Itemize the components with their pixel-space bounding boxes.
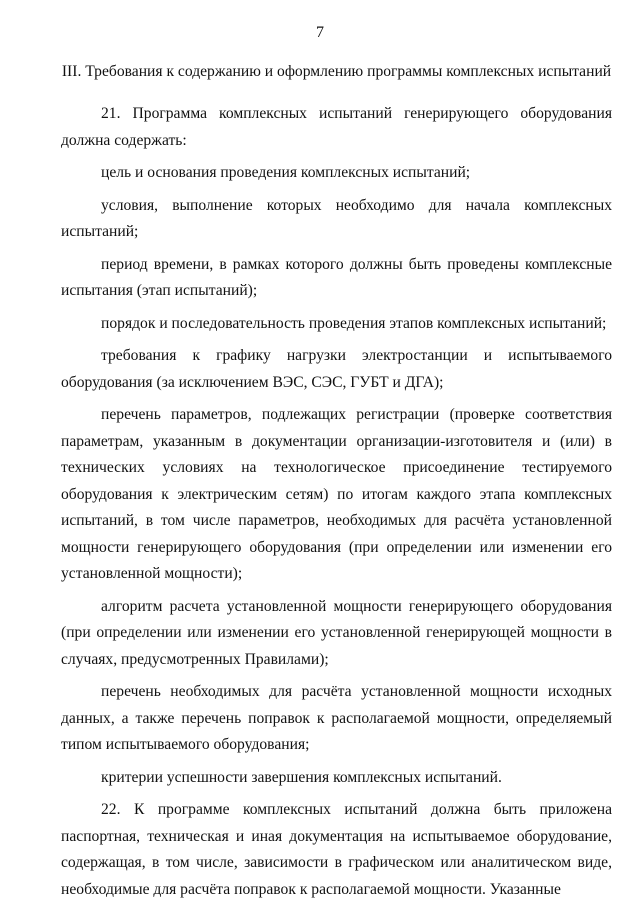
paragraph-purpose: цель и основания проведения комплексных испытаний; [101, 164, 471, 181]
paragraph-algorithm: алгоритм расчета установленной мощности генерирующего оборудования (при определении или изменении его установленной генерирующей мощности в случаях, предусмотренных Правилами); [61, 597, 612, 668]
paragraph-input-data: перечень необходимых для расчёта установленной мощности исходных данных, а также перечень поправок к располагаемой мощности, определяемый типом испытываемого оборудования; [61, 683, 612, 753]
paragraph-load-requirements: требования к графику нагрузки электростанции и испытываемого оборудования (за исключением ВЭС, СЭС, ГУБТ и ДГА); [61, 347, 612, 391]
paragraph-success-criteria: критерии успешности завершения комплексных испытаний. [101, 768, 502, 786]
document-body [61, 60, 612, 909]
paragraph-21-intro: 21. Программа комплексных испытаний генерирующего оборудования должна содержать: [61, 105, 612, 149]
paragraph-22: 22. К программе комплексных испытаний должна быть приложена паспортная, техническая и иная документация на испытываемое оборудование, содержащая, в том числе, зависимости в графическом или аналитическом виде, необходимые для расчёта поправок к располагаемой мощности. Указанные [61, 801, 612, 898]
section-heading: III. Требования к содержанию и оформлению программы комплексных испытаний [61, 63, 612, 80]
paragraph-parameters-list: перечень параметров, подлежащих регистрации (проверке соответствия параметрам, указанным в документации организации-изготовителя и (или) в технических условиях на технологическое присоединение тестируемого оборудования к электрическим сетям) по итогам каждого этапа комплексных испытаний, в том числе параметров, необходимых для расчёта установленной мощности генерирующего оборудования (при определении или изменении его установленной мощности); [61, 406, 612, 582]
paragraph-conditions: условия, выполнение которых необходимо для начала комплексных испытаний; [61, 196, 612, 240]
paragraph-time-period: период времени, в рамках которого должны быть проведены комплексные испытания (этап испытаний); [61, 255, 612, 299]
page-number: 7 [316, 24, 324, 41]
paragraph-order: порядок и последовательность проведения этапов комплексных испытаний; [101, 314, 607, 332]
